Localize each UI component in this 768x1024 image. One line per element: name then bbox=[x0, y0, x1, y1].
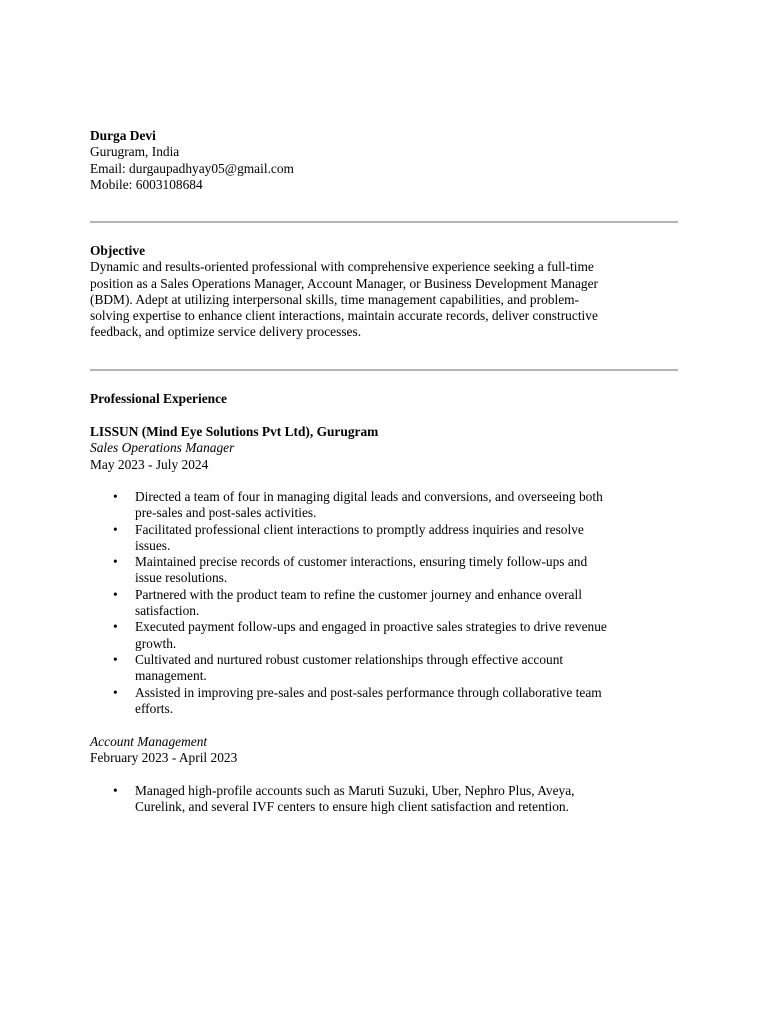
list-item bbox=[90, 489, 680, 522]
bullet-text: growth. bbox=[135, 635, 177, 651]
bullet-list bbox=[90, 489, 680, 717]
role-dates: February 2023 - April 2023 bbox=[90, 750, 238, 766]
objective-line: (BDM). Adept at utilizing interpersonal skills, time management capabilities, and problem- bbox=[90, 291, 580, 307]
bullet-icon: • bbox=[113, 489, 118, 504]
list-item bbox=[90, 522, 680, 555]
experience-company-block bbox=[90, 424, 680, 473]
list-item bbox=[90, 619, 680, 652]
bullet-text: Managed high-profile accounts such as Maruti Suzuki, Uber, Nephro Plus, Aveya, bbox=[135, 783, 575, 798]
bullet-text: issue resolutions. bbox=[135, 570, 228, 586]
bullet-text: Curelink, and several IVF centers to ensure high client satisfaction and retention. bbox=[135, 799, 569, 815]
objective-section bbox=[90, 243, 680, 341]
role-bullets bbox=[90, 489, 680, 717]
list-item bbox=[90, 554, 680, 587]
bullet-text: Cultivated and nurtured robust customer relationships through effective account bbox=[135, 651, 564, 667]
list-item bbox=[90, 652, 680, 685]
section-divider bbox=[90, 369, 678, 371]
bullet-text: Assisted in improving pre-sales and post-sales performance through collaborative team bbox=[135, 684, 602, 700]
experience-heading: Professional Experience bbox=[90, 391, 227, 406]
objective-heading: Objective bbox=[90, 243, 146, 258]
list-item bbox=[90, 783, 680, 816]
bullet-icon: • bbox=[113, 783, 118, 798]
bullet-icon: • bbox=[113, 586, 118, 602]
role-title: Sales Operations Manager bbox=[90, 440, 235, 456]
objective-line: Dynamic and results-oriented professional with comprehensive experience seeking a full-time bbox=[90, 259, 594, 275]
bullet-text: issues. bbox=[135, 537, 171, 553]
company-name: LISSUN (Mind Eye Solutions Pvt Ltd), Gurugram bbox=[90, 424, 379, 439]
role-dates: May 2023 - July 2024 bbox=[90, 456, 209, 472]
list-item bbox=[90, 587, 680, 620]
list-item bbox=[90, 685, 680, 718]
candidate-mobile: Mobile: 6003108684 bbox=[90, 176, 203, 192]
contact-header bbox=[90, 128, 680, 193]
role-title: Account Management bbox=[90, 734, 208, 749]
experience-heading-block bbox=[90, 391, 680, 407]
bullet-text: Facilitated professional client interactions to promptly address inquiries and resolve bbox=[135, 521, 584, 537]
section-divider bbox=[90, 221, 678, 223]
objective-line: position as a Sales Operations Manager, Account Manager, or Business Development Manager bbox=[90, 275, 599, 291]
bullet-text: Partnered with the product team to refine the customer journey and enhance overall bbox=[135, 586, 582, 602]
bullet-text: Maintained precise records of customer interactions, ensuring timely follow-ups and bbox=[135, 554, 588, 570]
bullet-text: Directed a team of four in managing digital leads and conversions, and overseeing both bbox=[135, 489, 603, 504]
bullet-text: management. bbox=[135, 668, 207, 684]
bullet-icon: • bbox=[113, 521, 118, 537]
objective-line: solving expertise to enhance client interactions, maintain accurate records, deliver constructive bbox=[90, 308, 598, 324]
second-role-bullets bbox=[90, 783, 680, 816]
bullet-text: satisfaction. bbox=[135, 603, 200, 619]
bullet-icon: • bbox=[113, 684, 118, 700]
candidate-name: Durga Devi bbox=[90, 128, 156, 143]
bullet-list bbox=[90, 783, 680, 816]
bullet-text: Executed payment follow-ups and engaged in proactive sales strategies to drive revenue bbox=[135, 619, 607, 635]
bullet-icon: • bbox=[113, 619, 118, 635]
objective-line: feedback, and optimize service delivery processes. bbox=[90, 324, 362, 340]
candidate-location: Gurugram, India bbox=[90, 144, 180, 160]
bullet-text: pre-sales and post-sales activities. bbox=[135, 505, 317, 521]
bullet-text: efforts. bbox=[135, 700, 174, 716]
candidate-email: Email: durgaupadhyay05@gmail.com bbox=[90, 160, 294, 176]
bullet-icon: • bbox=[113, 554, 118, 570]
bullet-icon: • bbox=[113, 651, 118, 667]
second-role-block bbox=[90, 734, 680, 767]
